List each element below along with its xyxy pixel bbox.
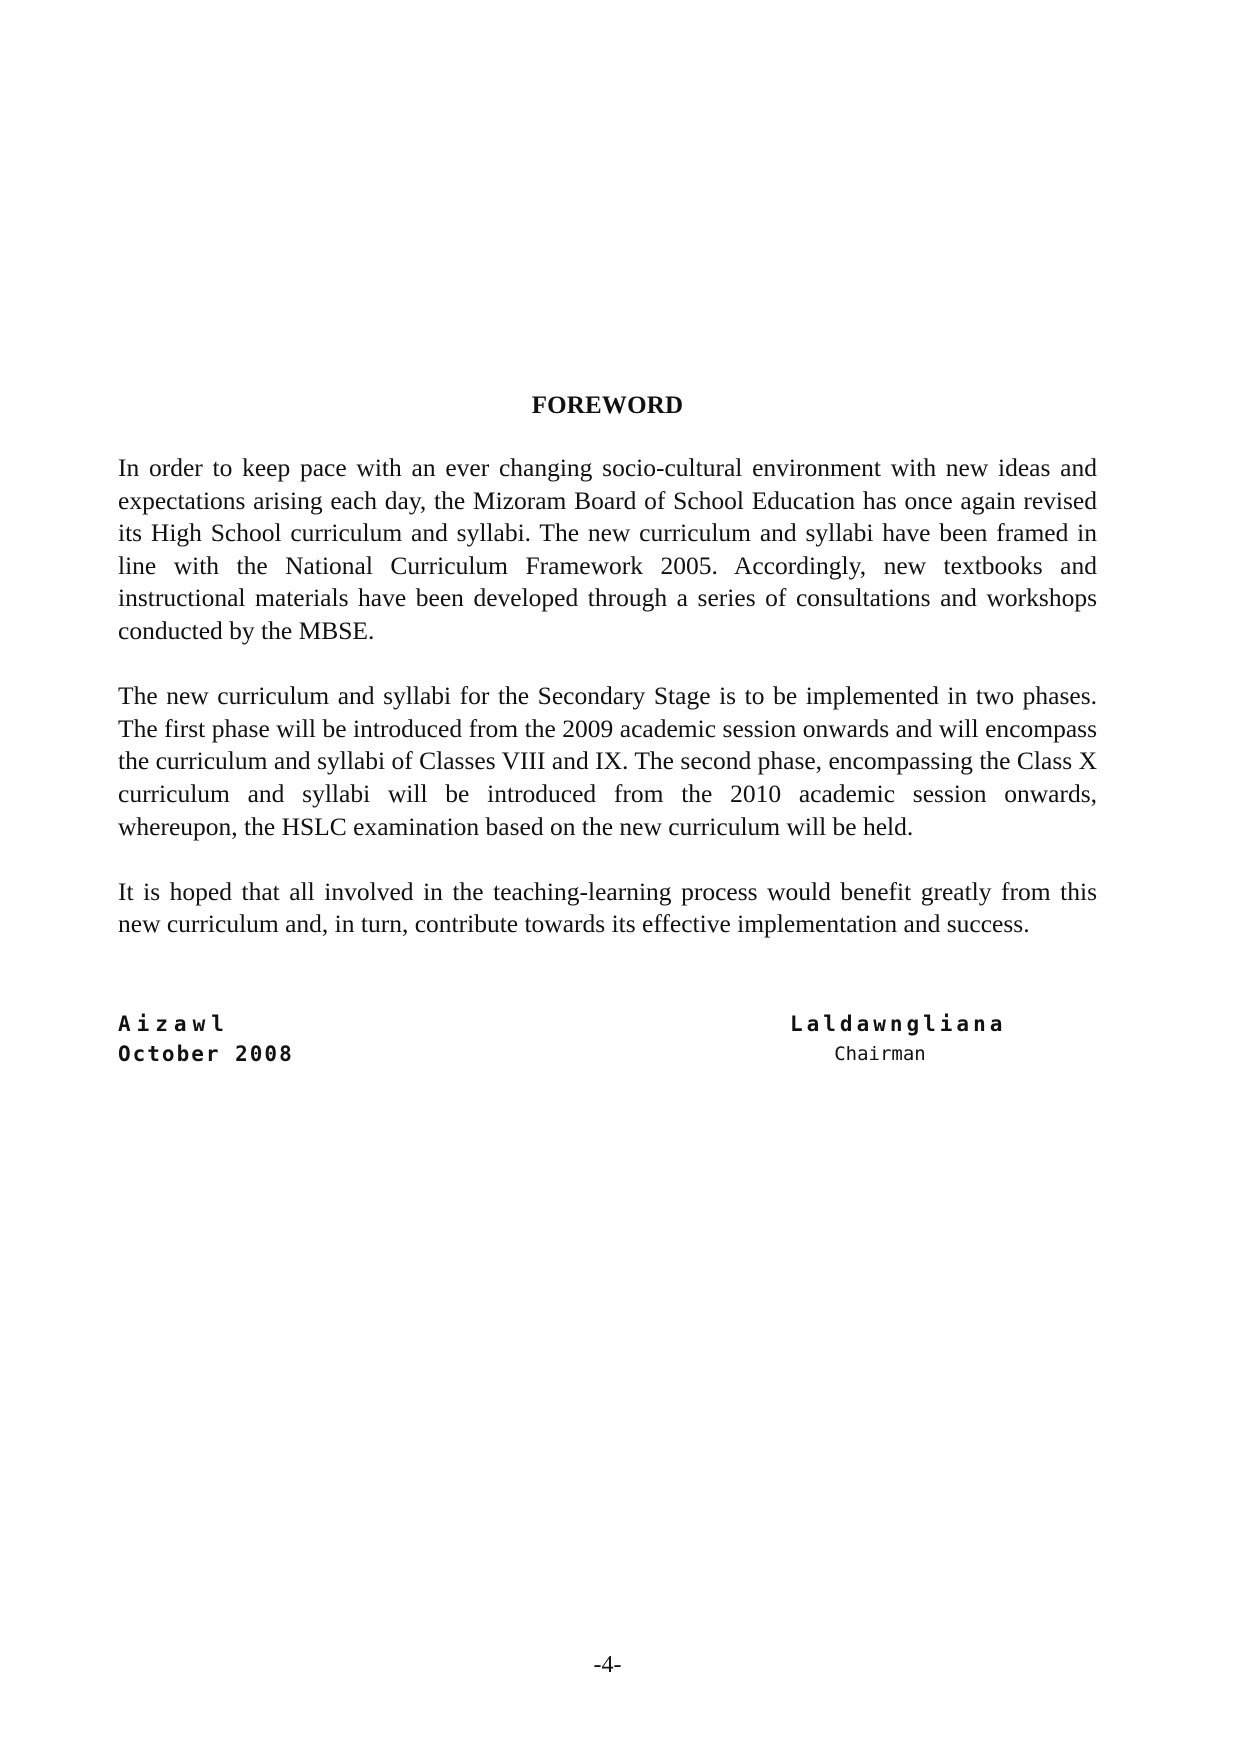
place: Aizawl: [118, 1012, 230, 1036]
foreword-body: [118, 452, 1097, 974]
paragraph-2: The new curriculum and syllabi for the Secondary Stage is to be implemented in two phases. The first phase will be introduced from the 2009 academic session onwards and will encompass the curriculum and syllabi of Classes VIII and IX. The second phase, encompassing the Class X curriculum and syllabi will be introduced from the 2010 academic session onwards, whereupon, the HSLC examination based on the new curriculum will be held.: [118, 681, 1097, 841]
page-number: -4-: [593, 1652, 622, 1678]
signatory-role: Chairman: [834, 1043, 926, 1065]
paragraph-3: It is hoped that all involved in the teaching-learning process would benefit greatly from this new curriculum and, in turn, contribute towards its effective implementation and success.: [118, 876, 1097, 939]
signatory-name: Laldawngliana: [790, 1012, 1007, 1036]
paragraph-1: In order to keep pace with an ever changing socio-cultural environment with new ideas and expectations arising each day, the Mizoram Board of School Education has once again revised its High School curriculum and syllabi. The new curriculum and syllabi have been framed in line with the National Curriculum Framework 2005. Accordingly, new textbooks and instructional materials have been developed through a series of consultations and workshops conducted by the MBSE.: [118, 453, 1097, 645]
signature-block: [790, 1009, 1007, 1069]
place-date-block: [118, 1009, 294, 1069]
date: October 2008: [118, 1042, 294, 1066]
page-title: FOREWORD: [531, 392, 684, 419]
